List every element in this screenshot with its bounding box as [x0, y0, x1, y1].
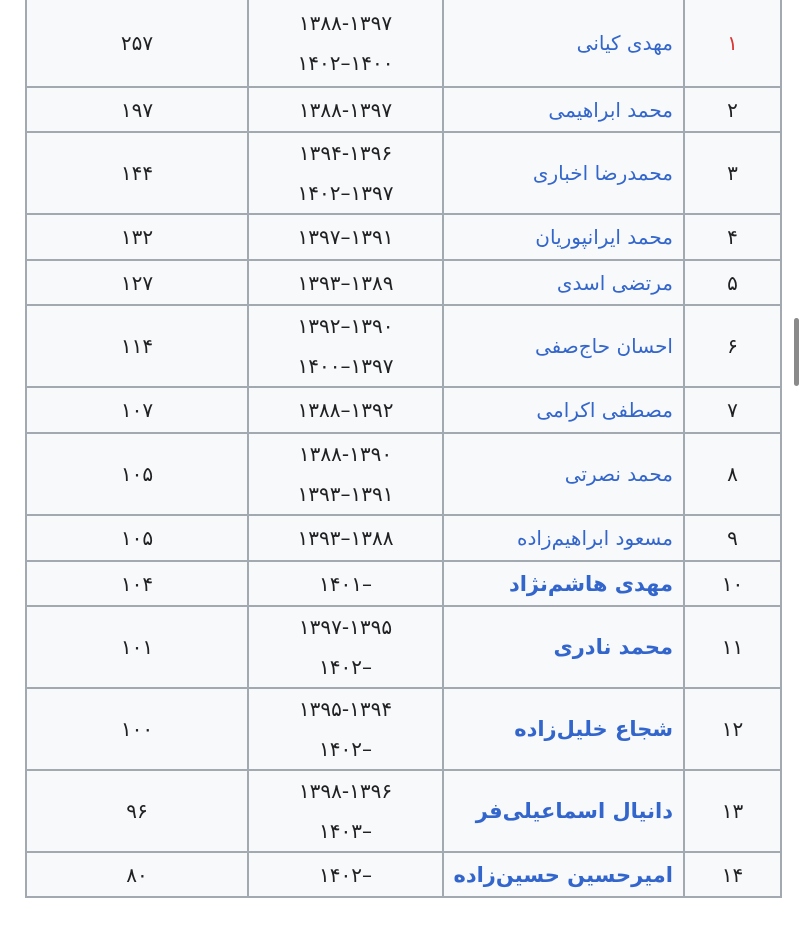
table-row	[26, 688, 781, 770]
player-name-link[interactable]: محمد ایرانپوریان	[443, 214, 684, 260]
years-cell	[248, 260, 443, 305]
rank-cell: ۱۳	[684, 770, 781, 852]
years-line: ۱۳۹۲–۱۳۸۸	[297, 398, 394, 422]
years-cell	[248, 0, 443, 87]
table-row	[26, 433, 781, 515]
rank-cell: ۳	[684, 132, 781, 214]
years-line: –۱۴۰۲	[319, 862, 372, 887]
years-cell	[248, 87, 443, 132]
table-row	[26, 852, 781, 897]
player-name-link[interactable]: مسعود ابراهیم‌زاده	[443, 515, 684, 561]
years-cell	[248, 606, 443, 688]
years-line: ۱۳۹۱–۱۳۹۷	[297, 225, 394, 249]
rank-cell: ۷	[684, 387, 781, 433]
years-line: ۱۳۸۸-۱۳۹۰	[298, 442, 393, 466]
appearances-cell: ۸۰	[26, 852, 248, 897]
rank-cell: ۲	[684, 87, 781, 132]
player-name-link[interactable]: محمدرضا اخباری	[443, 132, 684, 214]
appearances-cell: ۱۰۰	[26, 688, 248, 770]
years-line: –۱۴۰۱	[319, 571, 372, 596]
rank-cell: ۱۲	[684, 688, 781, 770]
appearances-cell: ۱۰۱	[26, 606, 248, 688]
rank-cell: ۹	[684, 515, 781, 561]
player-name-link[interactable]: مهدی کیانی	[443, 0, 684, 87]
appearances-cell: ۱۴۴	[26, 132, 248, 214]
years-line: ۱۳۹۵-۱۳۹۴	[298, 697, 393, 721]
years-line: ۱۳۹۴-۱۳۹۶	[298, 141, 393, 165]
years-line: ۱۳۹۰–۱۳۹۲	[297, 314, 394, 338]
years-line: –۱۴۰۳	[319, 819, 372, 843]
player-name-link[interactable]: مهدی هاشم‌نژاد	[443, 561, 684, 606]
most-caps-table	[25, 0, 782, 898]
table-row	[26, 606, 781, 688]
appearances-cell: ۱۰۷	[26, 387, 248, 433]
years-line: ۱۳۹۸-۱۳۹۶	[298, 779, 393, 803]
appearances-cell: ۱۰۴	[26, 561, 248, 606]
years-line: ۱۳۹۷–۱۴۰۰	[297, 354, 394, 378]
years-cell	[248, 387, 443, 433]
appearances-cell: ۲۵۷	[26, 0, 248, 87]
rank-cell: ۶	[684, 305, 781, 387]
table-row	[26, 87, 781, 132]
scrollbar-thumb[interactable]	[794, 318, 799, 386]
appearances-cell: ۱۰۵	[26, 515, 248, 561]
appearances-cell: ۱۳۲	[26, 214, 248, 260]
years-cell	[248, 770, 443, 852]
rank-cell: ۴	[684, 214, 781, 260]
player-name-link[interactable]: مصطفی اکرامی	[443, 387, 684, 433]
rank-cell: ۱۰	[684, 561, 781, 606]
table-row	[26, 387, 781, 433]
player-name-link[interactable]: امیرحسین حسین‌زاده	[443, 852, 684, 897]
player-name-link[interactable]: شجاع خلیل‌زاده	[443, 688, 684, 770]
years-line: ۱۴۰۰–۱۴۰۲	[297, 51, 394, 75]
years-cell	[248, 305, 443, 387]
table-row	[26, 770, 781, 852]
player-name-link[interactable]: محمد نادری	[443, 606, 684, 688]
table-row	[26, 132, 781, 214]
years-cell	[248, 561, 443, 606]
years-cell	[248, 852, 443, 897]
player-name-link[interactable]: مرتضی اسدی	[443, 260, 684, 305]
rank-cell: ۵	[684, 260, 781, 305]
appearances-cell: ۱۰۵	[26, 433, 248, 515]
years-cell	[248, 433, 443, 515]
appearances-cell: ۱۲۷	[26, 260, 248, 305]
table-row	[26, 214, 781, 260]
years-line: ۱۳۹۱–۱۳۹۳	[297, 482, 394, 506]
player-name-link[interactable]: احسان حاج‌صفی	[443, 305, 684, 387]
years-line: ۱۳۹۷-۱۳۹۵	[298, 615, 393, 639]
table-row	[26, 515, 781, 561]
years-line: ۱۳۹۷–۱۴۰۲	[297, 181, 394, 205]
years-line: ۱۳۸۸-۱۳۹۷	[298, 97, 393, 122]
years-line: ۱۳۸۸–۱۳۹۳	[297, 526, 394, 550]
years-cell	[248, 515, 443, 561]
rank-cell: ۸	[684, 433, 781, 515]
rank-cell: ۱	[684, 0, 781, 87]
table-row	[26, 305, 781, 387]
table-row	[26, 561, 781, 606]
appearances-cell: ۱۱۴	[26, 305, 248, 387]
table-body	[26, 0, 781, 897]
years-line: ۱۳۸۸-۱۳۹۷	[298, 11, 393, 35]
table-row	[26, 260, 781, 305]
player-name-link[interactable]: محمد ابراهیمی	[443, 87, 684, 132]
years-line: –۱۴۰۲	[319, 737, 372, 761]
player-name-link[interactable]: دانیال اسماعیلی‌فر	[443, 770, 684, 852]
years-cell	[248, 688, 443, 770]
rank-cell: ۱۴	[684, 852, 781, 897]
years-cell	[248, 132, 443, 214]
caps-table-container	[25, 0, 769, 898]
player-name-link[interactable]: محمد نصرتی	[443, 433, 684, 515]
years-cell	[248, 214, 443, 260]
appearances-cell: ۱۹۷	[26, 87, 248, 132]
years-line: –۱۴۰۲	[319, 655, 372, 679]
appearances-cell: ۹۶	[26, 770, 248, 852]
rank-cell: ۱۱	[684, 606, 781, 688]
table-row	[26, 0, 781, 87]
years-line: ۱۳۸۹–۱۳۹۳	[297, 270, 394, 295]
